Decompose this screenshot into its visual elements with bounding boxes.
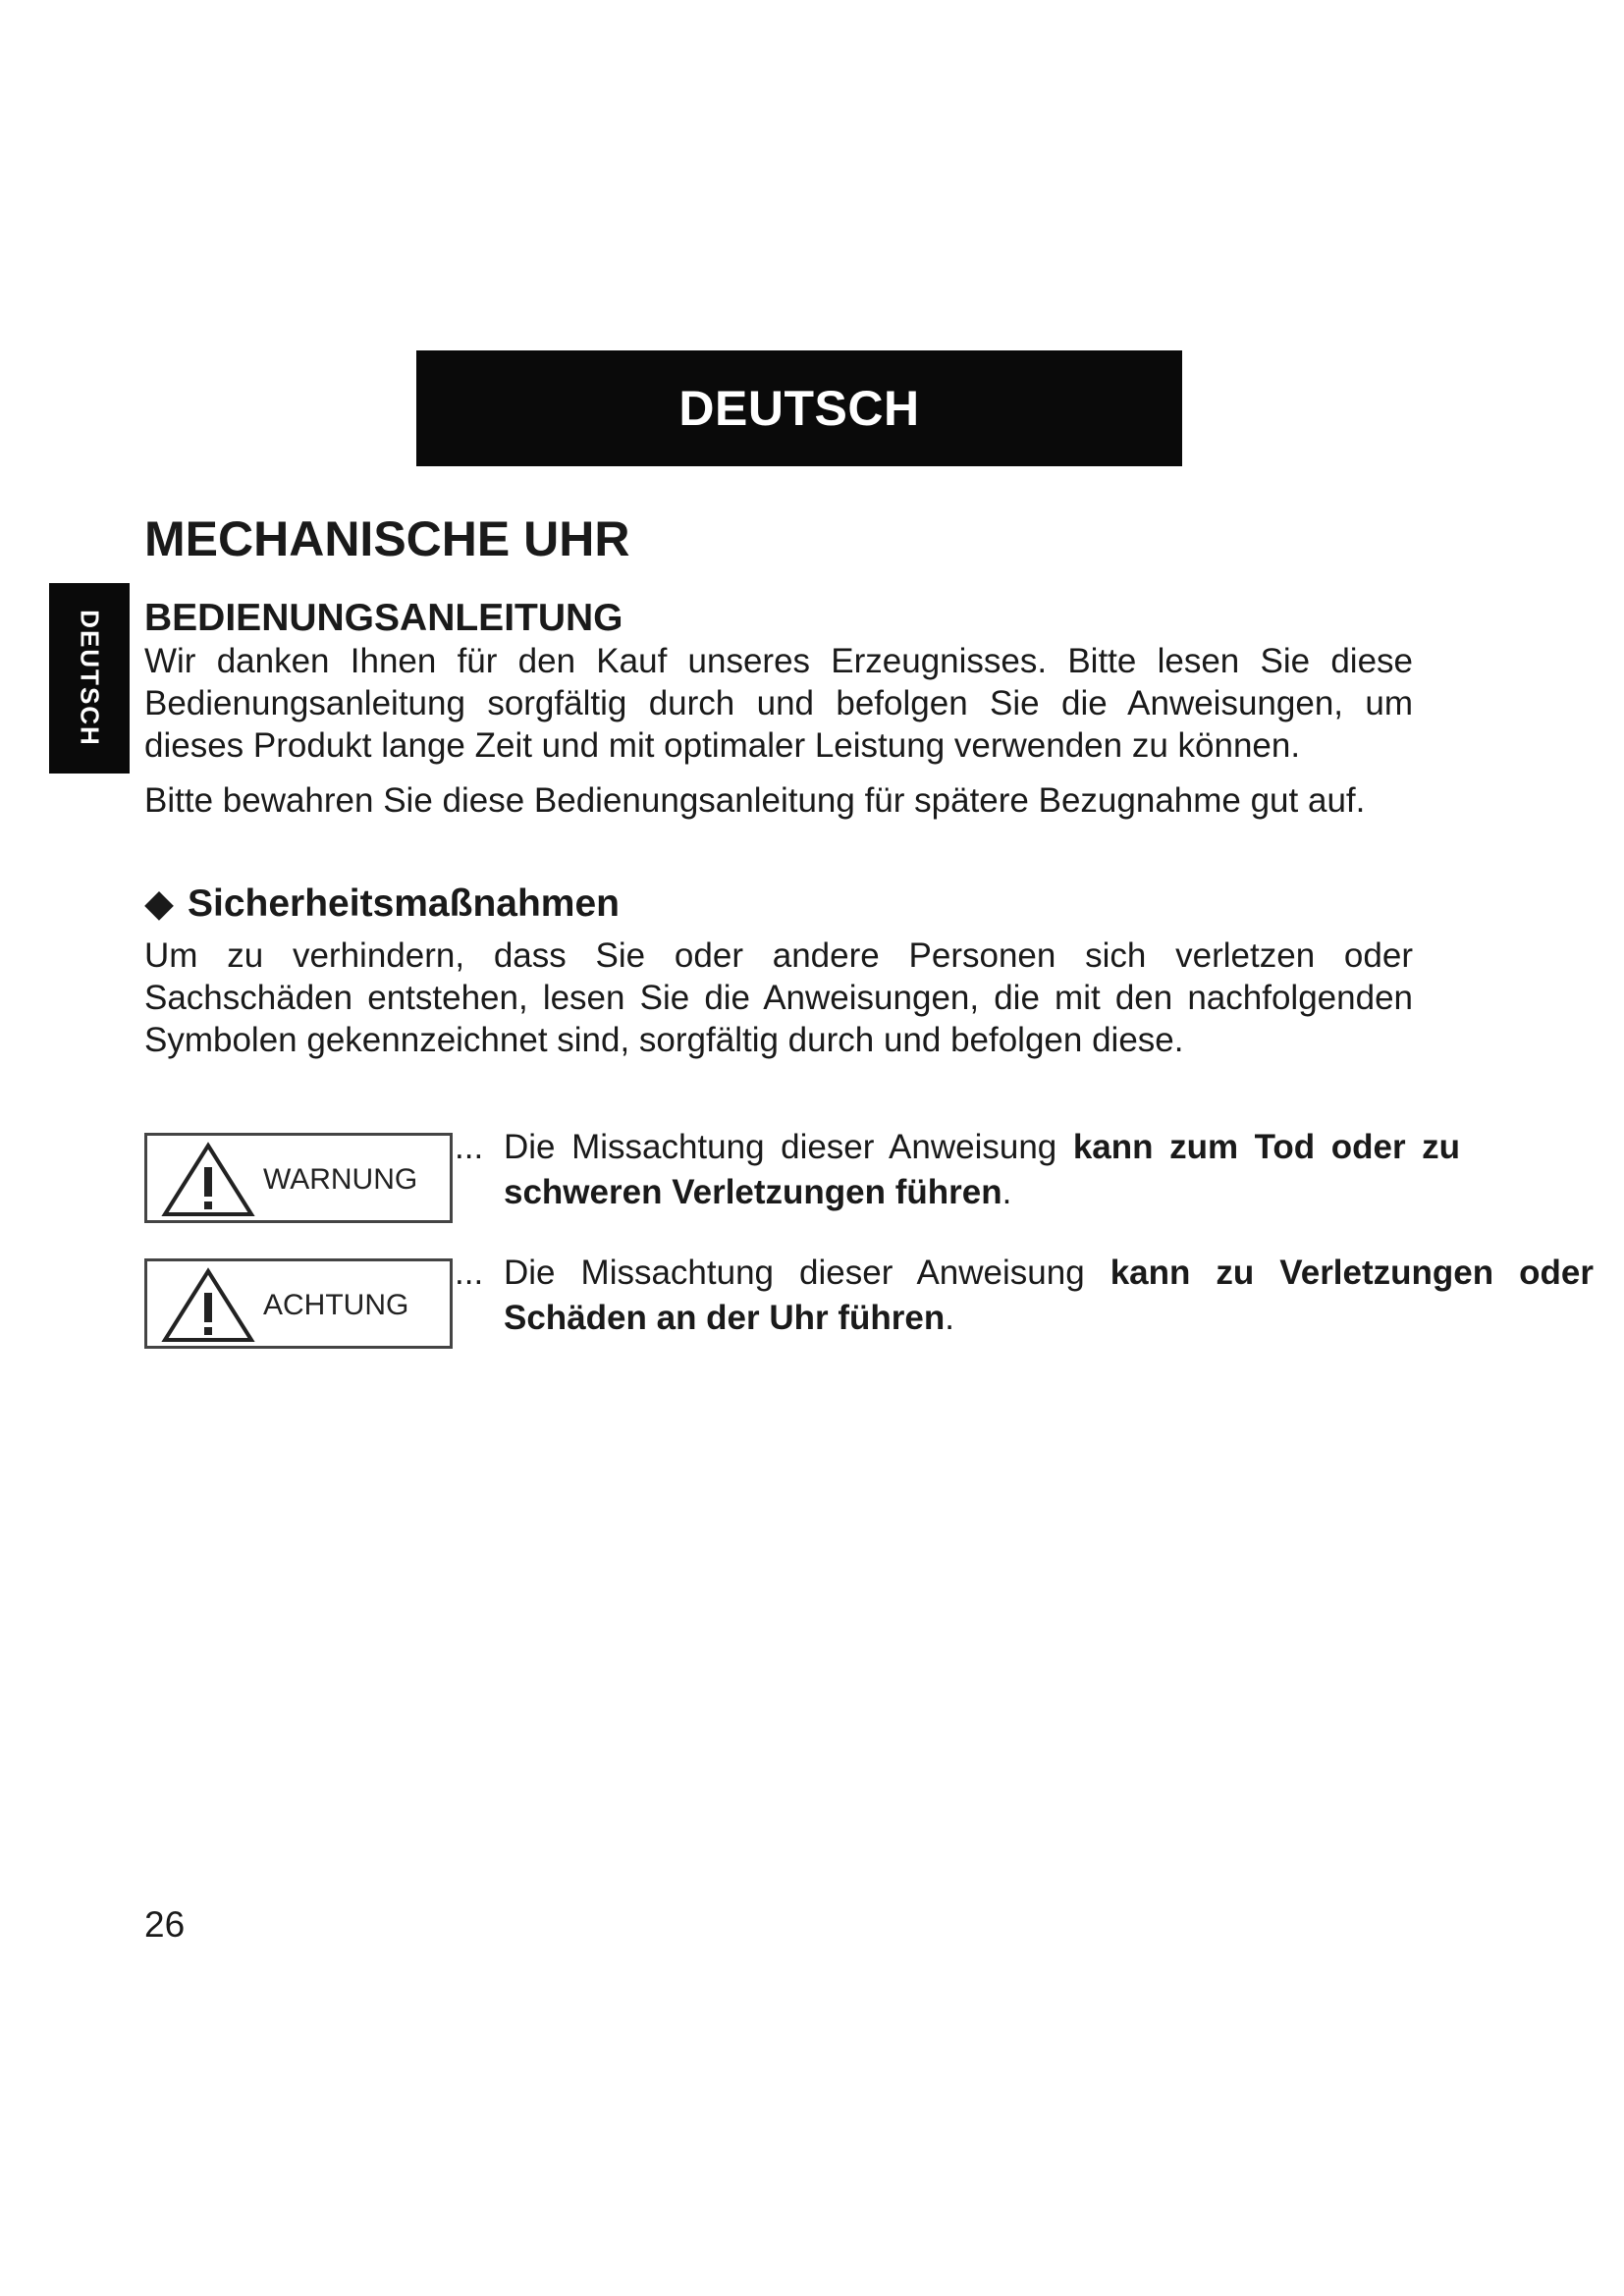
warning-text-end: . xyxy=(1001,1173,1012,1211)
warning-text xyxy=(504,1125,1460,1215)
intro-paragraph: Wir danken Ihnen für den Kauf unseres Erzeugnisses. Bitte lesen Sie diese Bedienungsanleitung sorgfältig durch und befolgen Sie die Anweisungen, um dieses Produkt lange Zeit und mit optimaler Leistung verwenden zu können. xyxy=(144,642,1413,765)
warning-triangle-icon xyxy=(161,1142,255,1218)
caution-text-end: . xyxy=(945,1299,954,1337)
language-banner-text: DEUTSCH xyxy=(678,381,920,436)
section-heading-instructions: BEDIENUNGSANLEITUNG xyxy=(144,597,623,639)
diamond-bullet-icon: ◆ xyxy=(144,882,174,925)
safety-paragraph: Um zu verhindern, dass Sie oder andere Personen sich verletzen oder Sachschäden entstehen, lesen Sie die Anweisungen, die mit den nachfolgenden Symbolen gekennzeichnet sind, sorgfältig durch und befolgen diese. xyxy=(144,936,1413,1059)
side-language-tab-text: DEUTSCH xyxy=(75,610,105,747)
side-language-tab xyxy=(49,583,130,774)
page-title: MECHANISCHE UHR xyxy=(144,511,630,566)
caution-label: ACHTUNG xyxy=(263,1289,409,1321)
caution-text xyxy=(504,1251,1594,1341)
warning-text-plain: Die Missachtung dieser Anweisung xyxy=(504,1128,1073,1166)
keep-manual-paragraph: Bitte bewahren Sie diese Bedienungsanleitung für spätere Bezugnahme gut auf. xyxy=(144,781,1366,820)
safety-heading-text: Sicherheitsmaßnahmen xyxy=(188,882,620,925)
caution-text-bold: kann zu Verletzungen oder Schäden an der Uhr führen xyxy=(504,1254,1595,1337)
notice-dots: ... xyxy=(455,1254,484,1292)
warning-label: WARNUNG xyxy=(263,1163,418,1196)
warning-text-bold: kann zum Tod oder zu schweren Verletzungen führen xyxy=(504,1128,1460,1211)
language-banner xyxy=(416,350,1182,466)
warning-sign-box xyxy=(144,1133,453,1223)
notice-dots: ... xyxy=(455,1128,484,1166)
caution-text-plain: Die Missachtung dieser Anweisung xyxy=(504,1254,1110,1292)
page-number: 26 xyxy=(144,1904,186,1945)
caution-sign-box xyxy=(144,1258,453,1349)
warning-triangle-icon xyxy=(161,1267,255,1344)
safety-heading xyxy=(144,881,620,926)
